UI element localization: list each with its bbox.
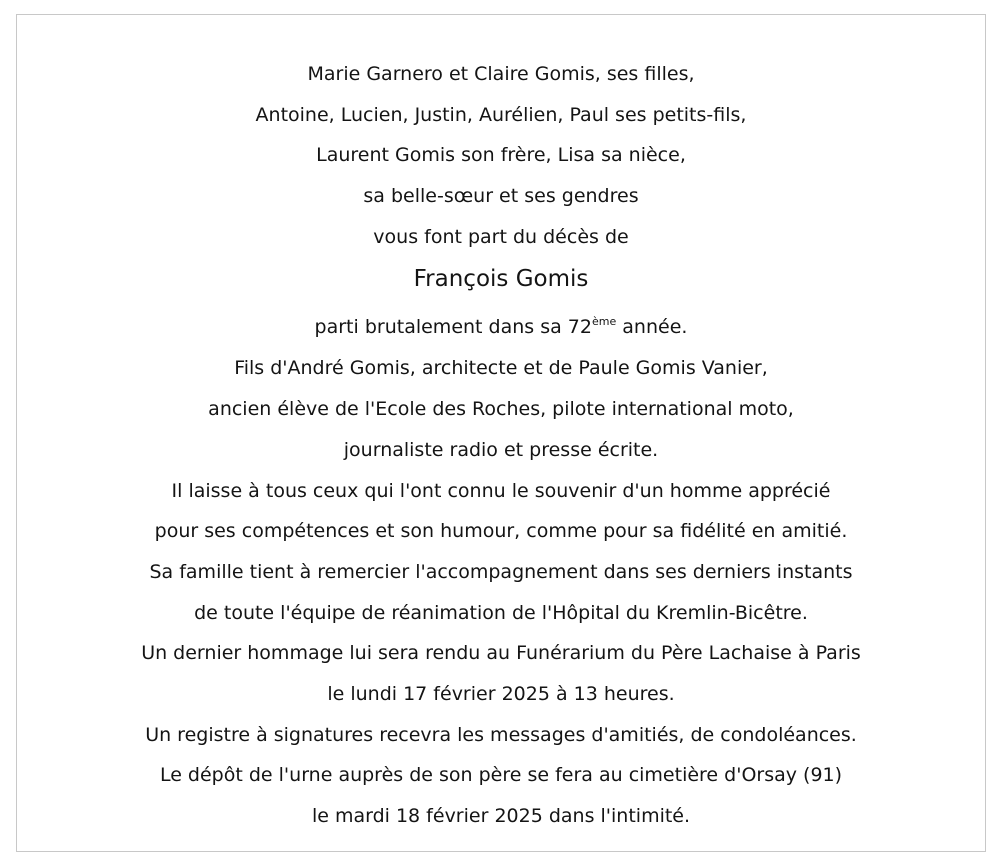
body-line-1: Fils d'André Gomis, architecte et de Paule Gomis Vanier, xyxy=(234,357,768,380)
age-line-text: parti brutalement dans sa 72 xyxy=(314,316,592,339)
body-line-9: le lundi 17 février 2025 à 13 heures. xyxy=(327,682,675,705)
body-line-3: journaliste radio et presse écrite. xyxy=(343,438,659,461)
age-line xyxy=(17,315,985,356)
family-line-3: Laurent Gomis son frère, Lisa sa nièce, xyxy=(316,144,686,167)
family-line-5: vous font part du décès de xyxy=(373,225,629,248)
notice-text xyxy=(17,62,985,845)
family-line-2: Antoine, Lucien, Justin, Aurélien, Paul ses petits-fils, xyxy=(255,103,747,126)
family-line-4: sa belle-sœur et ses gendres xyxy=(363,185,639,208)
body-line-5: pour ses compétences et son humour, comme pour sa fidélité en amitié. xyxy=(154,520,848,543)
family-line-1: Marie Garnero et Claire Gomis, ses filles, xyxy=(307,63,695,85)
body-line-11: Le dépôt de l'urne auprès de son père se fera au cimetière d'Orsay (91) xyxy=(159,764,843,787)
body-line-8: Un dernier hommage lui sera rendu au Funérarium du Père Lachaise à Paris xyxy=(141,642,861,665)
age-line-end: année. xyxy=(616,316,688,339)
deceased-name: François Gomis xyxy=(413,266,589,293)
body-line-7: de toute l'équipe de réanimation de l'Hôpital du Kremlin-Bicêtre. xyxy=(194,601,808,624)
body-line-10: Un registre à signatures recevra les messages d'amitiés, de condoléances. xyxy=(145,723,857,746)
body-line-12: le mardi 18 février 2025 dans l'intimité. xyxy=(311,805,691,827)
body-line-2: ancien élève de l'Ecole des Roches, pilote international moto, xyxy=(208,398,794,421)
body-line-6: Sa famille tient à remercier l'accompagnement dans ses derniers instants xyxy=(149,560,853,583)
age-line-superscript: ème xyxy=(591,315,617,329)
body-line-4: Il laisse à tous ceux qui l'ont connu le souvenir d'un homme apprécié xyxy=(171,479,831,502)
death-notice xyxy=(16,14,986,852)
